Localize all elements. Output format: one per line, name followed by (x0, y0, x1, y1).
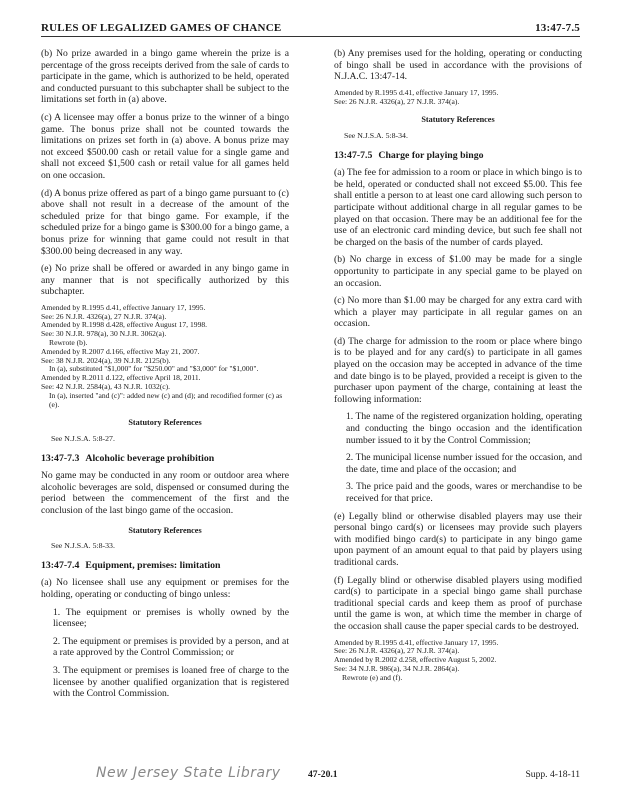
list-item-3: 3. The price paid and the goods, wares or merchandise to be received for that price. (346, 481, 582, 504)
paragraph-a: (a) No licensee shall use any equipment or premises for the holding, operating or conducting of bingo unless: (41, 577, 289, 600)
history-line: In (a), inserted "and (c)": added new (c) and (d); and recodified former (c) as (e). (49, 390, 283, 409)
list-item-1: 1. The name of the registered organization holding, operating and conducting the bingo occasion and the identification number issued to it by the Control Commission; (346, 411, 582, 446)
history-line: Amended by R.1998 d.428, effective August 17, 1998. (41, 320, 208, 330)
right-column (334, 48, 582, 689)
paragraph-b: (b) No prize awarded in a bingo game wherein the prize is a percentage of the gross receipts derived from the sale of cards to participate in the game, which is authorized to be held, operated and conducted pursuant to this subchapter shall be subject to the limitations set forth in (a) above. (41, 48, 289, 106)
section-number: 13:47-7.4 (41, 559, 80, 571)
section-heading-7-3 (41, 453, 289, 465)
history-line: Amended by R.2011 d.122, effective April 18, 2011. (41, 373, 201, 383)
history-line: Rewrote (b). (49, 338, 88, 348)
running-header (41, 22, 580, 37)
section-title: Charge for playing bingo (378, 149, 484, 161)
history-line: Amended by R.2002 d.258, effective August 5, 2002. (334, 655, 497, 665)
history-line: Rewrote (e) and (f). (342, 672, 403, 682)
paragraph-c: (c) No more than $1.00 may be charged for any extra card with which a player may participate in all regular games on an occasion. (334, 295, 582, 330)
history-line: Amended by R.2007 d.166, effective May 21, 2007. (41, 346, 200, 356)
supplement-date: Supp. 4-18-11 (525, 769, 580, 780)
list-item-3: 3. The equipment or premises is loaned free of charge to the licensee by another qualified organization that is registered with the Control Commission. (53, 664, 289, 700)
paragraph-c: (c) A licensee may offer a bonus prize to the winner of a bingo game. The bonus prize shall not be counted towards the limitations on prizes set forth in (a) above. A bonus prize may not exceed $500.00 cash or retail value for a single game and shall not exceed $1,500 cash or retail value for all games held on one occasion. (41, 111, 289, 181)
history-line: Amended by R.1995 d.41, effective January 17, 1995. (334, 637, 499, 647)
paragraph-b: (b) Any premises used for the holding, operating or conducting of bingo shall be used in accordance with the provisions of N.J.A.C. 13:47-14. (334, 48, 582, 83)
list-item-2: 2. The equipment or premises is provided by a person, and at a rate approved by the Control Commission; or (53, 635, 289, 659)
amendment-history (334, 89, 582, 107)
statutory-references-heading: Statutory References (128, 418, 202, 428)
amendment-history (334, 639, 582, 683)
running-header-title: RULES OF LEGALIZED GAMES OF CHANCE (41, 22, 282, 34)
history-line: See: 26 N.J.R. 4326(a), 27 N.J.R. 374(a). (41, 311, 167, 321)
section-number: 13:47-7.5 (334, 149, 373, 161)
amendment-history (41, 304, 289, 410)
paragraph-b: (b) No charge in excess of $1.00 may be made for a single opportunity to participate in any special game to be played on an occasion. (334, 254, 582, 289)
section-title: Equipment, premises: limitation (85, 559, 221, 571)
page-number: 47-20.1 (308, 769, 338, 780)
history-line: See: 34 N.J.R. 986(a), 34 N.J.R. 2864(a). (334, 663, 460, 673)
history-line: Amended by R.1995 d.41, effective January 17, 1995. (334, 87, 499, 97)
history-line: See: 30 N.J.R. 978(a), 30 N.J.R. 3062(a). (41, 329, 167, 339)
paragraph-alcohol: No game may be conducted in any room or outdoor area where alcoholic beverages are sold, dispensed or consumed during the period between the commencement of the first and the conclusion of the last bingo game of the occasion. (41, 470, 289, 516)
left-column (41, 48, 289, 706)
page-footer (41, 767, 580, 785)
statutory-references-heading: Statutory References (421, 115, 495, 125)
history-line: See: 38 N.J.R. 2024(a), 39 N.J.R. 2125(b). (41, 355, 171, 365)
statutory-references-heading: Statutory References (128, 525, 202, 535)
section-heading-7-5 (334, 150, 582, 162)
paragraph-d: (d) A bonus prize offered as part of a bingo game pursuant to (c) above shall not result in a decrease of the amount of the scheduled prize for that bingo game. For example, if the scheduled prize for a bingo game is $300.00 for a bingo game, a bonus prize for winning that game could not result in that $300.00 being decreased in any way. (41, 187, 289, 257)
section-heading-7-4 (41, 560, 289, 572)
history-line: See: 26 N.J.R. 4326(a), 27 N.J.R. 374(a). (334, 646, 460, 656)
history-line: In (a), substituted "$1,000" for "$250.00" and "$3,000" for "$1,000". (49, 364, 259, 374)
statutory-reference: See N.J.S.A. 5:8-27. (51, 434, 115, 444)
paragraph-e: (e) No prize shall be offered or awarded in any bingo game in any manner that is not specifically authorized by this subchapter. (41, 263, 289, 298)
list-item-2: 2. The municipal license number issued for the occasion, and the date, time and place of the occasion; and (346, 452, 582, 475)
paragraph-e: (e) Legally blind or otherwise disabled players may use their personal bingo card(s) or licensees may provide such players with modified bingo card(s) to participate in any bingo game upon payment of an amount equal to that paid by players using traditional cards. (334, 510, 582, 568)
library-watermark-logo: New Jersey State Library (96, 765, 281, 781)
section-title: Alcoholic beverage prohibition (85, 452, 215, 464)
statutory-reference: See N.J.S.A. 5:8-33. (51, 541, 115, 551)
section-number: 13:47-7.3 (41, 452, 80, 464)
list-item-1: 1. The equipment or premises is wholly owned by the licensee; (53, 606, 289, 630)
statutory-reference: See N.J.S.A. 5:8-34. (344, 130, 408, 140)
paragraph-d: (d) The charge for admission to the room or place where bingo is to be played and for any card(s) to participate in all games played on the occasion may be accepted in advance of the time and date bingo is to be played, provided a receipt is given to the purchaser upon payment of the charge, containing at least the following information: (334, 335, 582, 405)
history-line: See: 26 N.J.R. 4326(a), 27 N.J.R. 374(a). (334, 96, 460, 106)
history-line: Amended by R.1995 d.41, effective January 17, 1995. (41, 302, 206, 312)
paragraph-a: (a) The fee for admission to a room or place in which bingo is to be held, operated or conducted shall not exceed $5.00. This fee shall entitle a person to at least one card allowing such person to participate without additional charge in all regular games to be played on that occasion. There may be an additional fee for the use of an electronic card minding device, but such fee shall not be charged on the basis of the number of cards played. (334, 167, 582, 248)
paragraph-f: (f) Legally blind or otherwise disabled players using modified card(s) to participate in a special bingo game shall purchase traditional special cards and keep them as proof of purchase until the game is won, at which time the member in charge of the occasion shall cause the paper special cards to be destroyed. (334, 574, 582, 632)
history-line: See: 42 N.J.R. 2584(a), 43 N.J.R. 1032(c). (41, 382, 171, 392)
running-header-section: 13:47-7.5 (535, 22, 580, 34)
